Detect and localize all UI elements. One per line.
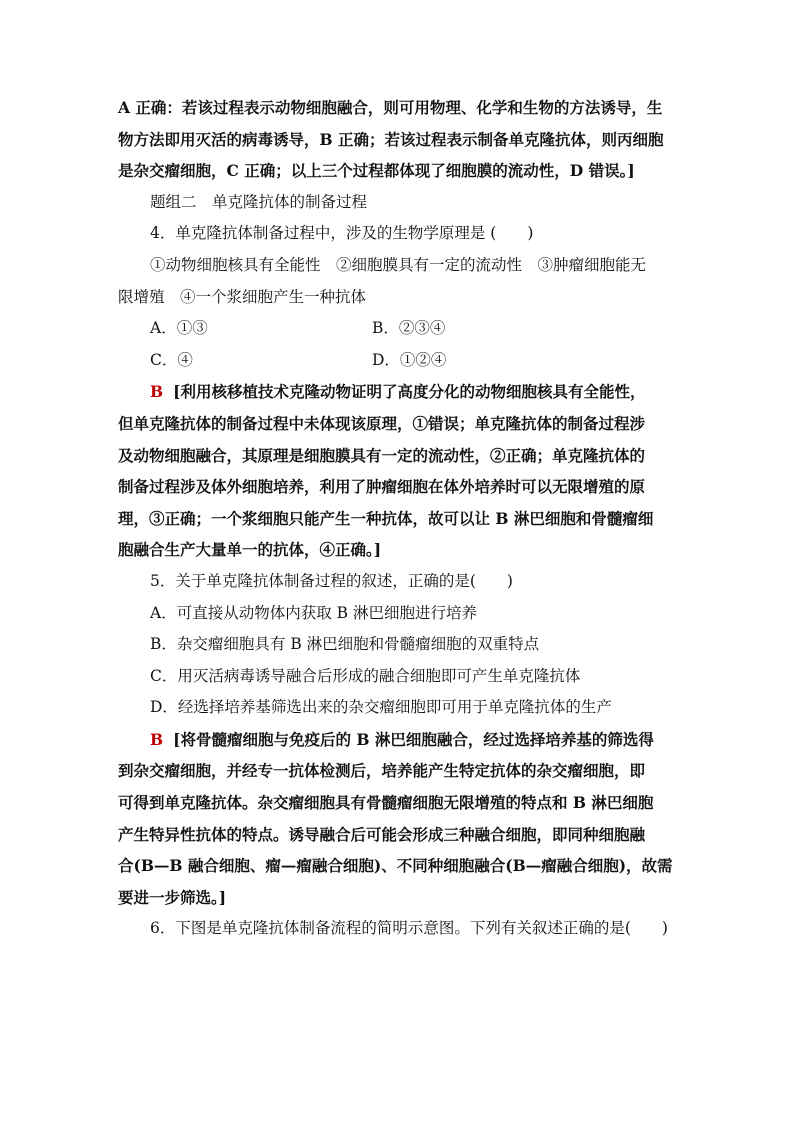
option-d: D．经选择培养基筛选出来的杂交瘤细胞即可用于单克隆抗体的生产 (150, 698, 612, 717)
option-c: C．④ (150, 350, 193, 369)
answer-letter: B (150, 382, 164, 402)
intro-line: 物方法即用灭活的病毒诱导，B 正确；若该过程表示制备单克隆抗体，则丙细胞 (118, 129, 664, 149)
explanation-line: 但单克隆抗体的制备过程中未体现该原理，①错误；单克隆抗体的制备过程涉 (118, 413, 646, 433)
statement-line: 限增殖 ④一个浆细胞产生一种抗体 (118, 287, 367, 306)
explanation-line: 理，③正确；一个浆细胞只能产生一种抗体，故可以让 B 淋巴细胞和骨髓瘤细 (118, 508, 654, 528)
option-b: B．杂交瘤细胞具有 B 淋巴细胞和骨髓瘤细胞的双重特点 (150, 635, 540, 654)
intro-line: A 正确：若该过程表示动物细胞融合，则可用物理、化学和生物的方法诱导，生 (118, 98, 663, 117)
question-5 (118, 566, 676, 914)
explanation-line: 制备过程涉及体外细胞培养，利用了肿瘤细胞在体外培养时可以无限增殖的原 (118, 477, 646, 497)
explanation-line: 可得到单克隆抗体。杂交瘤细胞具有骨髓瘤细胞无限增殖的特点和 B 淋巴细胞 (118, 793, 654, 813)
option-a: A．可直接从动物体内获取 B 淋巴细胞进行培养 (150, 603, 477, 622)
explanation-line: 产生特异性抗体的特点。诱导融合后可能会形成三种融合细胞，即同种细胞融 (118, 824, 646, 844)
question-stem: 4．单克隆抗体制备过程中，涉及的生物学原理是 ( ) (150, 224, 534, 243)
explanation-line: 及动物细胞融合，其原理是细胞膜具有一定的流动性，②正确；单克隆抗体的 (118, 445, 646, 465)
explanation-line: 到杂交瘤细胞，并经专一抗体检测后，培养能产生特定抗体的杂交瘤细胞，即 (118, 761, 646, 781)
question-stem: 6．下图是单克隆抗体制备流程的简明示意图。下列有关叙述正确的是( ) (150, 919, 668, 938)
explanation-first-line (118, 376, 676, 408)
explanation-line: 合(B—B 融合细胞、瘤—瘤融合细胞)、不同种细胞融合(B—瘤融合细胞)，故需 (118, 856, 673, 876)
answer-letter: B (150, 729, 164, 749)
explanation-text: [将骨髓瘤细胞与免疫后的 B 淋巴细胞融合，经过选择培养基的筛选得 (173, 729, 654, 749)
intro-explanation (118, 92, 676, 187)
options-row (118, 313, 676, 345)
option-b: B．②③④ (372, 319, 446, 338)
statement-line: ①动物细胞核具有全能性 ②细胞膜具有一定的流动性 ③肿瘤细胞能无 (150, 255, 647, 274)
options-row (118, 345, 676, 377)
option-d: D．①②④ (372, 350, 447, 369)
explanation-first-line (118, 724, 676, 756)
option-a: A．①③ (150, 319, 208, 338)
explanation-text: [利用核移植技术克隆动物证明了高度分化的动物细胞核具有全能性， (173, 382, 646, 402)
explanation-line: 要进一步筛选。] (118, 887, 227, 907)
explanation-line: 胞融合生产大量单一的抗体，④正确。] (118, 540, 382, 560)
intro-line: 是杂交瘤细胞，C 正确；以上三个过程都体现了细胞膜的流动性，D 错误。] (118, 161, 635, 181)
question-stem: 5．关于单克隆抗体制备过程的叙述，正确的是( ) (150, 571, 513, 590)
document-page (118, 92, 676, 945)
question-4 (118, 218, 676, 566)
question-6 (118, 913, 676, 945)
section-title: 题组二 单克隆抗体的制备过程 (150, 192, 368, 211)
option-c: C．用灭活病毒诱导融合后形成的融合细胞即可产生单克隆抗体 (150, 666, 581, 685)
